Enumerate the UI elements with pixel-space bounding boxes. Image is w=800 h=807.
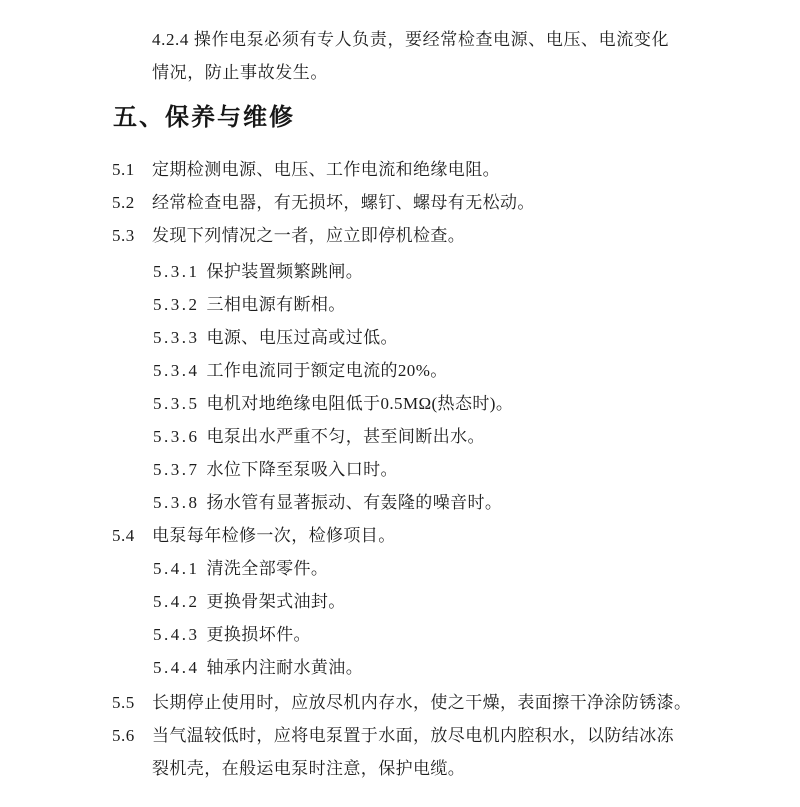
list-subitem [153, 651, 730, 684]
list-subitem [153, 585, 730, 618]
item-text: 经常检查电器，有无损坏，螺钉、螺母有无松动。 [152, 193, 535, 212]
item-number: 5.3.2 [153, 295, 200, 314]
item-text: 扬水管有显著振动、有轰隆的噪音时。 [206, 493, 503, 512]
list-item [112, 186, 730, 219]
item-number: 5.3.5 [153, 394, 200, 413]
item-text: 更换骨架式油封。 [206, 592, 346, 611]
list-subitem [153, 288, 730, 321]
item-text: 工作电流同于额定电流的20%。 [206, 361, 448, 380]
item-text: 清洗全部零件。 [206, 559, 329, 578]
list-subitem [153, 255, 730, 288]
item-text-line: 当气温较低时，应将电泵置于水面，放尽电机内腔积水，以防结冰冻 [152, 726, 674, 745]
list-item [112, 519, 730, 552]
item-text: 水位下降至泵吸入口时。 [206, 460, 398, 479]
item-text: 电机对地绝缘电阻低于0.5MΩ(热态时)。 [206, 394, 514, 413]
item-number: 5.1 [112, 160, 135, 179]
item-number: 5.3.3 [153, 328, 200, 347]
item-number: 5.3.1 [153, 262, 200, 281]
list-item [112, 153, 730, 186]
item-text: 轴承内注耐水黄油。 [206, 658, 364, 677]
list-subitem [153, 321, 730, 354]
numbered-list [112, 153, 730, 785]
item-number: 5.4 [112, 526, 135, 545]
item-number: 5.5 [112, 693, 135, 712]
item-text: 电泵出水严重不匀，甚至间断出水。 [206, 427, 485, 446]
list-item [112, 219, 730, 252]
item-text: 电泵每年检修一次，检修项目。 [152, 526, 396, 545]
item-number: 5.2 [112, 193, 135, 212]
list-subitem [153, 618, 730, 651]
item-text [152, 719, 674, 785]
list-subitem [153, 453, 730, 486]
item-text: 长期停止使用时，应放尽机内存水，使之干燥，表面擦干净涂防锈漆。 [152, 693, 692, 712]
list-item [112, 719, 730, 785]
item-text: 保护装置频繁跳闸。 [206, 262, 364, 281]
list-subitem [153, 354, 730, 387]
list-item [112, 686, 730, 719]
paragraph-line: 情况，防止事故发生。 [152, 63, 328, 82]
item-text: 电源、电压过高或过低。 [206, 328, 398, 347]
paragraph-4-2-4 [152, 23, 730, 89]
item-number: 5.3 [112, 226, 135, 245]
item-number: 5.3.4 [153, 361, 200, 380]
list-subitem [153, 552, 730, 585]
item-number: 5.3.7 [153, 460, 200, 479]
item-number: 5.4.1 [153, 559, 200, 578]
list-subitem [153, 420, 730, 453]
list-subitem [153, 387, 730, 420]
item-number: 5.4.3 [153, 625, 200, 644]
item-text-line: 裂机壳，在般运电泵时注意，保护电缆。 [152, 759, 466, 778]
item-text: 发现下列情况之一者，应立即停机检查。 [152, 226, 466, 245]
item-text: 三相电源有断相。 [206, 295, 346, 314]
item-number: 5.4.2 [153, 592, 200, 611]
paragraph-line: 4.2.4 操作电泵必须有专人负责，要经常检查电源、电压、电流变化 [152, 30, 670, 49]
list-subitem [153, 486, 730, 519]
section-heading: 五、保养与维修 [113, 104, 295, 131]
item-number: 5.3.6 [153, 427, 200, 446]
item-number: 5.4.4 [153, 658, 200, 677]
item-text: 更换损坏件。 [206, 625, 311, 644]
item-number: 5.6 [112, 726, 135, 745]
item-number: 5.3.8 [153, 493, 200, 512]
item-text: 定期检测电源、电压、工作电流和绝缘电阻。 [152, 160, 500, 179]
